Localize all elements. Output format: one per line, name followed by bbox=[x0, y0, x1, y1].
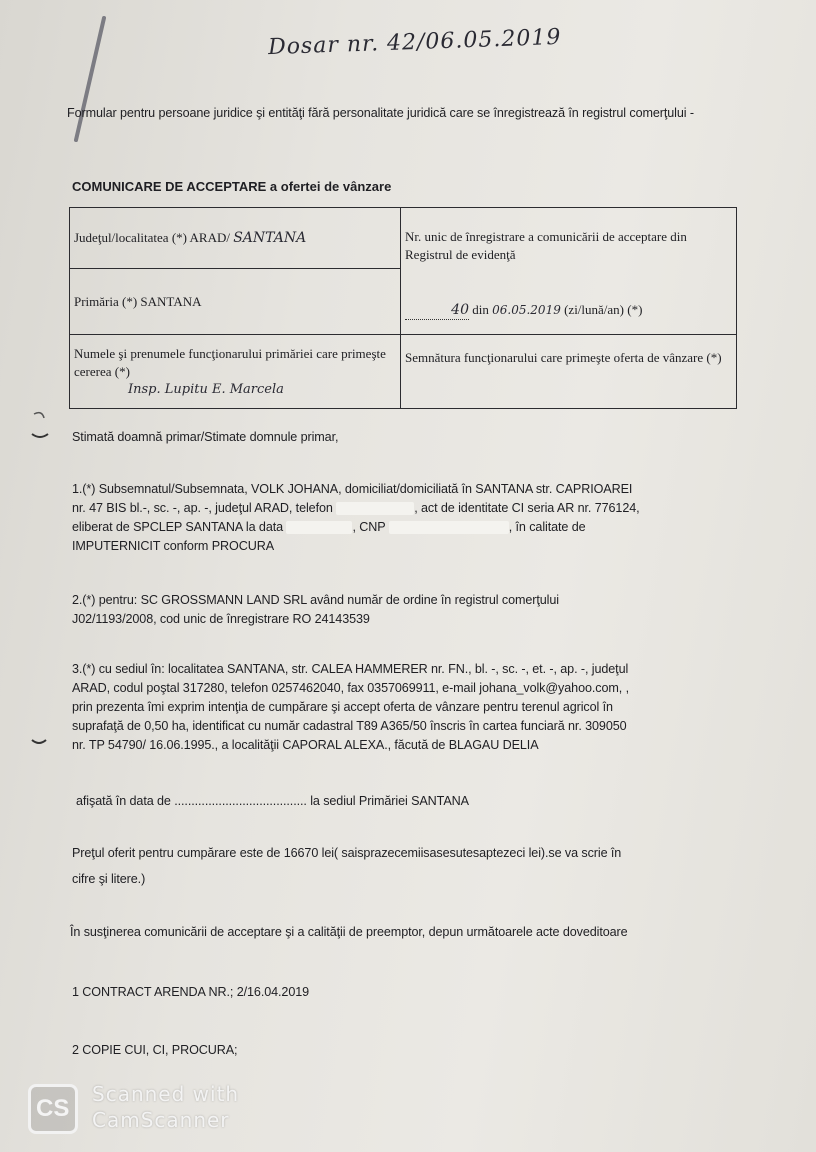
registration-table bbox=[69, 207, 737, 409]
p1-line bbox=[72, 518, 752, 537]
afisata-text: la sediul Primăriei SANTANA bbox=[310, 794, 469, 808]
pret-line: cifre şi litere.) bbox=[72, 872, 146, 886]
redacted-phone bbox=[336, 502, 414, 515]
p1-line bbox=[72, 499, 752, 518]
p1-text: eliberat de SPCLEP SANTANA la data bbox=[72, 520, 284, 534]
date-handwritten: 06.05.2019 bbox=[492, 303, 561, 317]
p2-line: J02/1193/2008, cod unic de înregistrare RO 24143539 bbox=[72, 612, 370, 626]
camscanner-logo-text: CS bbox=[36, 1095, 70, 1122]
title-rest: a ofertei de vânzare bbox=[266, 179, 392, 194]
judet-label: Judeţul/localitatea (*) ARAD/ bbox=[74, 230, 230, 246]
greeting: Stimată doamnă primar/Stimate domnule primar, bbox=[72, 430, 339, 444]
functionar-handwritten: Insp. Lupitu E. Marcela bbox=[128, 381, 284, 397]
price-paragraph bbox=[72, 844, 762, 889]
pret-line: Preţul oferit pentru cumpărare este de 16670 lei( saisprazecemiisasesutesaptezeci lei).se va scrie în bbox=[72, 846, 622, 860]
p3-line: suprafaţă de 0,50 ha, identificat cu număr cadastral T89 A365/50 înscris în cartea funciară nr. 309050 bbox=[72, 719, 627, 733]
page-title bbox=[72, 179, 391, 194]
p1-text: , în calitate de bbox=[508, 520, 586, 534]
functionar-cell bbox=[70, 335, 401, 409]
camscanner-logo-icon bbox=[28, 1084, 78, 1134]
p3-line: nr. TP 54790/ 16.06.1995., a localităţii CAPORAL ALEXA., făcută de BLAGAU DELIA bbox=[72, 738, 539, 752]
p1-text: , CNP bbox=[352, 520, 386, 534]
primaria-cell bbox=[70, 269, 401, 335]
afisata-dots: ....................................... bbox=[174, 794, 307, 808]
document-item: 2 COPIE CUI, CI, PROCURA; bbox=[72, 1043, 238, 1057]
nr-unic-label: Nr. unic de înregistrare a comunicării de acceptare din Registrul de evidenţă bbox=[405, 229, 687, 262]
nr-handwritten: 40 bbox=[451, 302, 469, 318]
p1-line: 1.(*) Subsemnatul/Subsemnata, VOLK JOHANA, domiciliat/domiciliată în SANTANA str. CAPRIOAREI bbox=[72, 482, 633, 496]
p2-line: 2.(*) pentru: SC GROSSMANN LAND SRL având număr de ordine în registrul comerţului bbox=[72, 593, 559, 607]
p3-line: ARAD, codul poştal 317280, telefon 0257462040, fax 0357069911, e-mail johana_volk@yahoo.com, , bbox=[72, 681, 629, 695]
judet-cell bbox=[70, 208, 401, 269]
p3-line: prin prezenta îmi exprim intenţia de cumpărare şi accept oferta de vânzare pentru terenul agricol în bbox=[72, 700, 613, 714]
din-label: din bbox=[472, 302, 489, 317]
p1-text: nr. 47 BIS bl.-, sc. -, ap. -, judeţul ARAD, telefon bbox=[72, 501, 333, 515]
date-format-label: (zi/lună/an) (*) bbox=[564, 302, 643, 317]
redacted-cnp bbox=[389, 521, 509, 534]
margin-mark-icon bbox=[28, 408, 52, 442]
redacted-date bbox=[286, 521, 352, 534]
semnatura-label: Semnătura funcţionarului care primeşte oferta de vânzare (*) bbox=[405, 350, 722, 365]
paragraph-company bbox=[72, 591, 752, 629]
paragraph-applicant bbox=[72, 480, 752, 556]
functionar-label: Numele şi prenumele funcţionarului primăriei care primeşte cererea (*) bbox=[74, 345, 386, 379]
pen-stroke-mark bbox=[70, 14, 110, 144]
paragraph-headquarters bbox=[72, 660, 762, 755]
display-date-line bbox=[76, 792, 469, 811]
nr-date-line bbox=[405, 301, 725, 320]
p1-line: IMPUTERNICIT conform PROCURA bbox=[72, 539, 274, 553]
watermark-line1: Scanned with bbox=[92, 1082, 240, 1106]
margin-mark-icon bbox=[30, 734, 50, 748]
document-item: 1 CONTRACT ARENDA NR.; 2/16.04.2019 bbox=[72, 985, 310, 999]
watermark-line2: CamScanner bbox=[92, 1108, 230, 1132]
judet-handwritten: SANTANA bbox=[233, 230, 307, 247]
handwritten-file-number: Dosar nr. 42/06.05.2019 bbox=[267, 24, 562, 61]
primaria-label: Primăria (*) SANTANA bbox=[74, 293, 202, 309]
afisata-text: afişată în data de bbox=[76, 794, 171, 808]
p3-line: 3.(*) cu sediul în: localitatea SANTANA, str. CALEA HAMMERER nr. FN., bl. -, sc. -, et. -, ap. -, judeţul bbox=[72, 662, 629, 676]
semnatura-cell bbox=[401, 335, 737, 409]
p1-text: , act de identitate CI seria AR nr. 776124, bbox=[414, 501, 640, 515]
supporting-docs-intro: În susţinerea comunicării de acceptare şi a calităţii de preemptor, depun următoarele acte doveditoare bbox=[70, 925, 628, 939]
nr-unic-cell bbox=[401, 208, 737, 335]
form-intro: Formular pentru persoane juridice şi entităţi fără personalitate juridică care se înregistrează în registrul comerţului - bbox=[67, 106, 694, 120]
title-bold: COMUNICARE DE ACCEPTARE bbox=[72, 179, 267, 194]
